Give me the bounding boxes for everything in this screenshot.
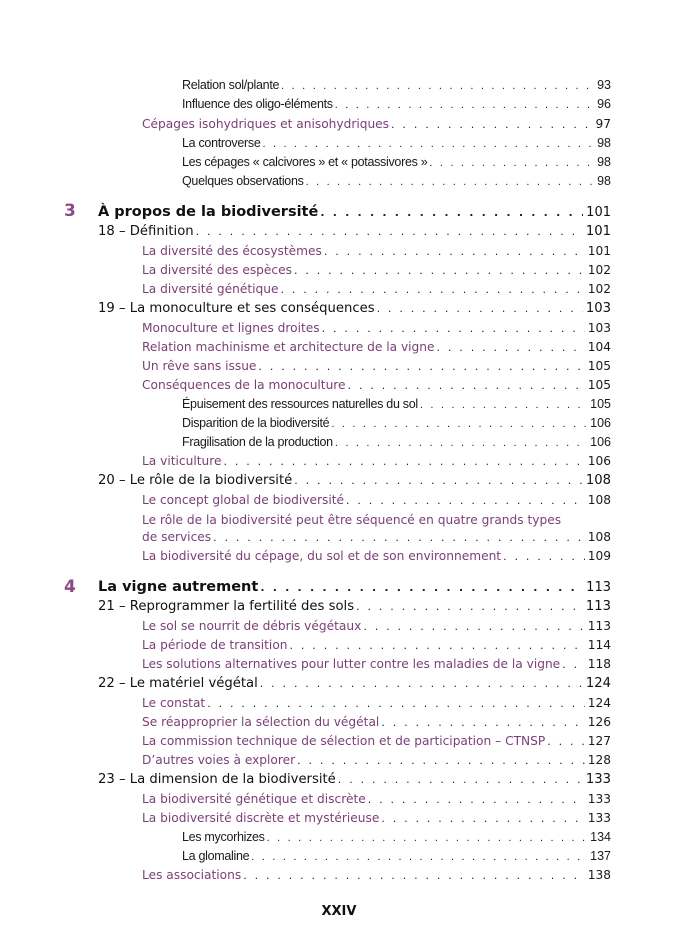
entry-title: 22 – Le matériel végétal bbox=[98, 676, 258, 691]
leader-dots bbox=[251, 851, 587, 863]
toc-entry[interactable] bbox=[182, 136, 611, 150]
entry-page: 103 bbox=[587, 321, 611, 335]
leader-dots bbox=[503, 550, 585, 563]
entry-title: Un rêve sans issue bbox=[142, 359, 257, 373]
entry-title: 21 – Reprogrammer la fertilité des sols bbox=[98, 599, 355, 614]
entry-page: 104 bbox=[587, 340, 611, 354]
entry-page: 134 bbox=[590, 830, 611, 844]
toc-entry[interactable] bbox=[182, 416, 611, 430]
entry-title: Les mycorhizes bbox=[182, 830, 265, 844]
entry-title: La viticulture bbox=[142, 454, 222, 468]
entry-page: 106 bbox=[590, 435, 611, 449]
toc-entry[interactable] bbox=[142, 340, 611, 354]
entry-title: La diversité des espèces bbox=[142, 263, 292, 277]
toc-entry[interactable] bbox=[142, 244, 611, 258]
entry-title: La controverse bbox=[182, 136, 261, 150]
entry-page: 101 bbox=[586, 205, 611, 220]
toc-entry[interactable] bbox=[182, 435, 611, 449]
entry-title: Conséquences de la monoculture bbox=[142, 378, 346, 392]
chapter-heading[interactable] bbox=[98, 579, 611, 595]
entry-page: 96 bbox=[597, 97, 611, 111]
entry-page: 113 bbox=[585, 599, 611, 614]
entry-page: 109 bbox=[587, 549, 611, 563]
entry-page: 98 bbox=[597, 136, 611, 150]
entry-page: 126 bbox=[587, 715, 611, 729]
toc-entry[interactable] bbox=[142, 117, 611, 131]
entry-title: La commission technique de sélection et de participation – CTNSP bbox=[142, 734, 546, 748]
entry-title: Relation sol/plante bbox=[182, 78, 280, 92]
toc-entry[interactable] bbox=[142, 868, 611, 882]
leader-dots bbox=[348, 379, 585, 392]
leader-dots bbox=[294, 474, 583, 487]
section-entry[interactable] bbox=[98, 301, 611, 316]
section-entry[interactable] bbox=[98, 599, 611, 614]
entry-page: 98 bbox=[597, 174, 611, 188]
leader-dots bbox=[562, 658, 585, 671]
entry-title: Épuisement des ressources naturelles du sol bbox=[182, 397, 418, 411]
entry-title: 19 – La monoculture et ses conséquences bbox=[98, 301, 375, 316]
chapter-number: 3 bbox=[64, 201, 76, 221]
entry-page: 108 bbox=[587, 530, 611, 544]
entry-title: La biodiversité du cépage, du sol et de son environnement bbox=[142, 549, 502, 563]
entry-page: 124 bbox=[587, 696, 611, 710]
toc-entry[interactable] bbox=[142, 454, 611, 468]
entry-title: Disparition de la biodiversité bbox=[182, 416, 330, 430]
toc-entry[interactable] bbox=[182, 97, 611, 111]
section-entry[interactable] bbox=[98, 772, 611, 787]
entry-page: 108 bbox=[585, 473, 611, 488]
entry-title: 18 – Définition bbox=[98, 224, 194, 239]
entry-title: 20 – Le rôle de la biodiversité bbox=[98, 473, 293, 488]
toc-entry[interactable] bbox=[182, 78, 611, 92]
leader-dots bbox=[207, 697, 585, 710]
leader-dots bbox=[243, 869, 585, 882]
leader-dots bbox=[294, 264, 585, 277]
entry-page: 113 bbox=[587, 619, 611, 633]
toc-entry[interactable] bbox=[142, 530, 611, 544]
entry-page: 101 bbox=[585, 224, 611, 239]
entry-page: 97 bbox=[595, 117, 611, 131]
entry-page: 105 bbox=[590, 397, 611, 411]
leader-dots bbox=[213, 531, 585, 544]
leader-dots bbox=[196, 225, 583, 238]
entry-page: 133 bbox=[587, 792, 611, 806]
entry-title: La diversité des écosystèmes bbox=[142, 244, 322, 258]
entry-title: Le constat bbox=[142, 696, 206, 710]
entry-title: Fragilisation de la production bbox=[182, 435, 333, 449]
toc-entry[interactable] bbox=[142, 753, 611, 767]
entry-title: Monoculture et lignes droites bbox=[142, 321, 320, 335]
leader-dots bbox=[338, 773, 583, 786]
toc-entry[interactable] bbox=[142, 715, 611, 729]
toc-entry[interactable] bbox=[142, 263, 611, 277]
toc-entry[interactable] bbox=[142, 657, 611, 671]
leader-dots bbox=[335, 99, 594, 111]
toc-entry[interactable] bbox=[142, 792, 611, 806]
entry-title: D’autres voies à explorer bbox=[142, 753, 296, 767]
entry-page: 137 bbox=[590, 849, 611, 863]
entry-title: La biodiversité génétique et discrète bbox=[142, 792, 366, 806]
toc-entry[interactable] bbox=[142, 359, 611, 373]
entry-page: 108 bbox=[587, 493, 611, 507]
toc-entry[interactable] bbox=[142, 549, 611, 563]
entry-page: 124 bbox=[585, 676, 611, 691]
leader-dots bbox=[381, 716, 584, 729]
entry-page: 113 bbox=[586, 580, 611, 595]
leader-dots bbox=[322, 322, 585, 335]
leader-dots bbox=[324, 245, 585, 258]
leader-dots bbox=[290, 639, 585, 652]
entry-page: 133 bbox=[587, 811, 611, 825]
leader-dots bbox=[267, 832, 588, 844]
leader-dots bbox=[346, 494, 585, 507]
leader-dots bbox=[335, 437, 587, 449]
toc-entry[interactable] bbox=[182, 849, 611, 863]
leader-dots bbox=[281, 80, 594, 92]
entry-title: Le concept global de biodiversité bbox=[142, 493, 345, 507]
entry-title: Le sol se nourrit de débris végétaux bbox=[142, 619, 362, 633]
entry-title: 23 – La dimension de la biodiversité bbox=[98, 772, 336, 787]
entry-page: 118 bbox=[587, 657, 611, 671]
leader-dots bbox=[356, 600, 583, 613]
leader-dots bbox=[437, 341, 585, 354]
toc-entry[interactable] bbox=[142, 321, 611, 335]
toc-entry[interactable] bbox=[142, 493, 611, 507]
leader-dots bbox=[297, 754, 585, 767]
toc-entry[interactable] bbox=[142, 378, 611, 392]
chapter-number: 4 bbox=[64, 577, 76, 597]
entry-title: La biodiversité discrète et mystérieuse bbox=[142, 811, 380, 825]
entry-title: Les solutions alternatives pour lutter contre les maladies de la vigne bbox=[142, 657, 561, 671]
entry-page: 103 bbox=[585, 301, 611, 316]
entry-page: 98 bbox=[597, 155, 611, 169]
leader-dots bbox=[429, 157, 594, 169]
leader-dots bbox=[363, 620, 584, 633]
entry-page: 128 bbox=[587, 753, 611, 767]
entry-page: 101 bbox=[587, 244, 611, 258]
toc-entry[interactable] bbox=[182, 397, 611, 411]
entry-title: La période de transition bbox=[142, 638, 288, 652]
entry-page: 105 bbox=[587, 359, 611, 373]
leader-dots bbox=[320, 206, 583, 219]
toc-entry[interactable] bbox=[142, 696, 611, 710]
entry-page: 102 bbox=[587, 282, 611, 296]
leader-dots bbox=[381, 812, 584, 825]
leader-dots bbox=[547, 735, 584, 748]
entry-page: 102 bbox=[587, 263, 611, 277]
section-entry[interactable] bbox=[98, 473, 611, 488]
leader-dots bbox=[306, 176, 595, 188]
entry-title: Cépages isohydriques et anisohydriques bbox=[142, 117, 390, 131]
leader-dots bbox=[368, 793, 585, 806]
entry-title: La glomaline bbox=[182, 849, 250, 863]
leader-dots bbox=[260, 677, 583, 690]
toc-entry[interactable] bbox=[142, 811, 611, 825]
entry-title: Les cépages « calcivores » et « potassivores » bbox=[182, 155, 428, 169]
section-entry[interactable] bbox=[98, 224, 611, 239]
entry-title: Influence des oligo-éléments bbox=[182, 97, 333, 111]
entry-title: Se réapproprier la sélection du végétal bbox=[142, 715, 380, 729]
page-number: XXIV bbox=[321, 904, 357, 919]
toc-entry[interactable] bbox=[142, 734, 611, 748]
toc-entry[interactable] bbox=[142, 619, 611, 633]
leader-dots bbox=[260, 581, 583, 594]
leader-dots bbox=[331, 418, 587, 430]
leader-dots bbox=[223, 455, 584, 468]
leader-dots bbox=[377, 302, 583, 315]
toc-entry[interactable] bbox=[182, 155, 611, 169]
toc-entry[interactable] bbox=[142, 282, 611, 296]
chapter-title: À propos de la biodiversité bbox=[98, 204, 319, 220]
toc-entry[interactable] bbox=[182, 830, 611, 844]
entry-page: 93 bbox=[597, 78, 611, 92]
entry-page: 105 bbox=[587, 378, 611, 392]
entry-title-line1[interactable]: Le rôle de la biodiversité peut être séquencé en quatre grands types bbox=[142, 513, 562, 527]
leader-dots bbox=[391, 118, 592, 131]
entry-title: Les associations bbox=[142, 868, 242, 882]
chapter-title: La vigne autrement bbox=[98, 579, 259, 595]
entry-page: 127 bbox=[587, 734, 611, 748]
leader-dots bbox=[263, 138, 595, 150]
entry-page: 114 bbox=[587, 638, 611, 652]
entry-title: La diversité génétique bbox=[142, 282, 279, 296]
entry-page: 106 bbox=[587, 454, 611, 468]
section-entry[interactable] bbox=[98, 676, 611, 691]
entry-page: 133 bbox=[585, 772, 611, 787]
leader-dots bbox=[280, 283, 584, 296]
leader-dots bbox=[258, 360, 584, 373]
entry-title: de services bbox=[142, 530, 212, 544]
entry-page: 106 bbox=[590, 416, 611, 430]
entry-title: Relation machinisme et architecture de la vigne bbox=[142, 340, 435, 354]
entry-title: Quelques observations bbox=[182, 174, 304, 188]
chapter-heading[interactable] bbox=[98, 204, 611, 220]
entry-page: 138 bbox=[587, 868, 611, 882]
leader-dots bbox=[420, 399, 587, 411]
toc-entry[interactable] bbox=[142, 638, 611, 652]
toc-entry[interactable] bbox=[182, 174, 611, 188]
